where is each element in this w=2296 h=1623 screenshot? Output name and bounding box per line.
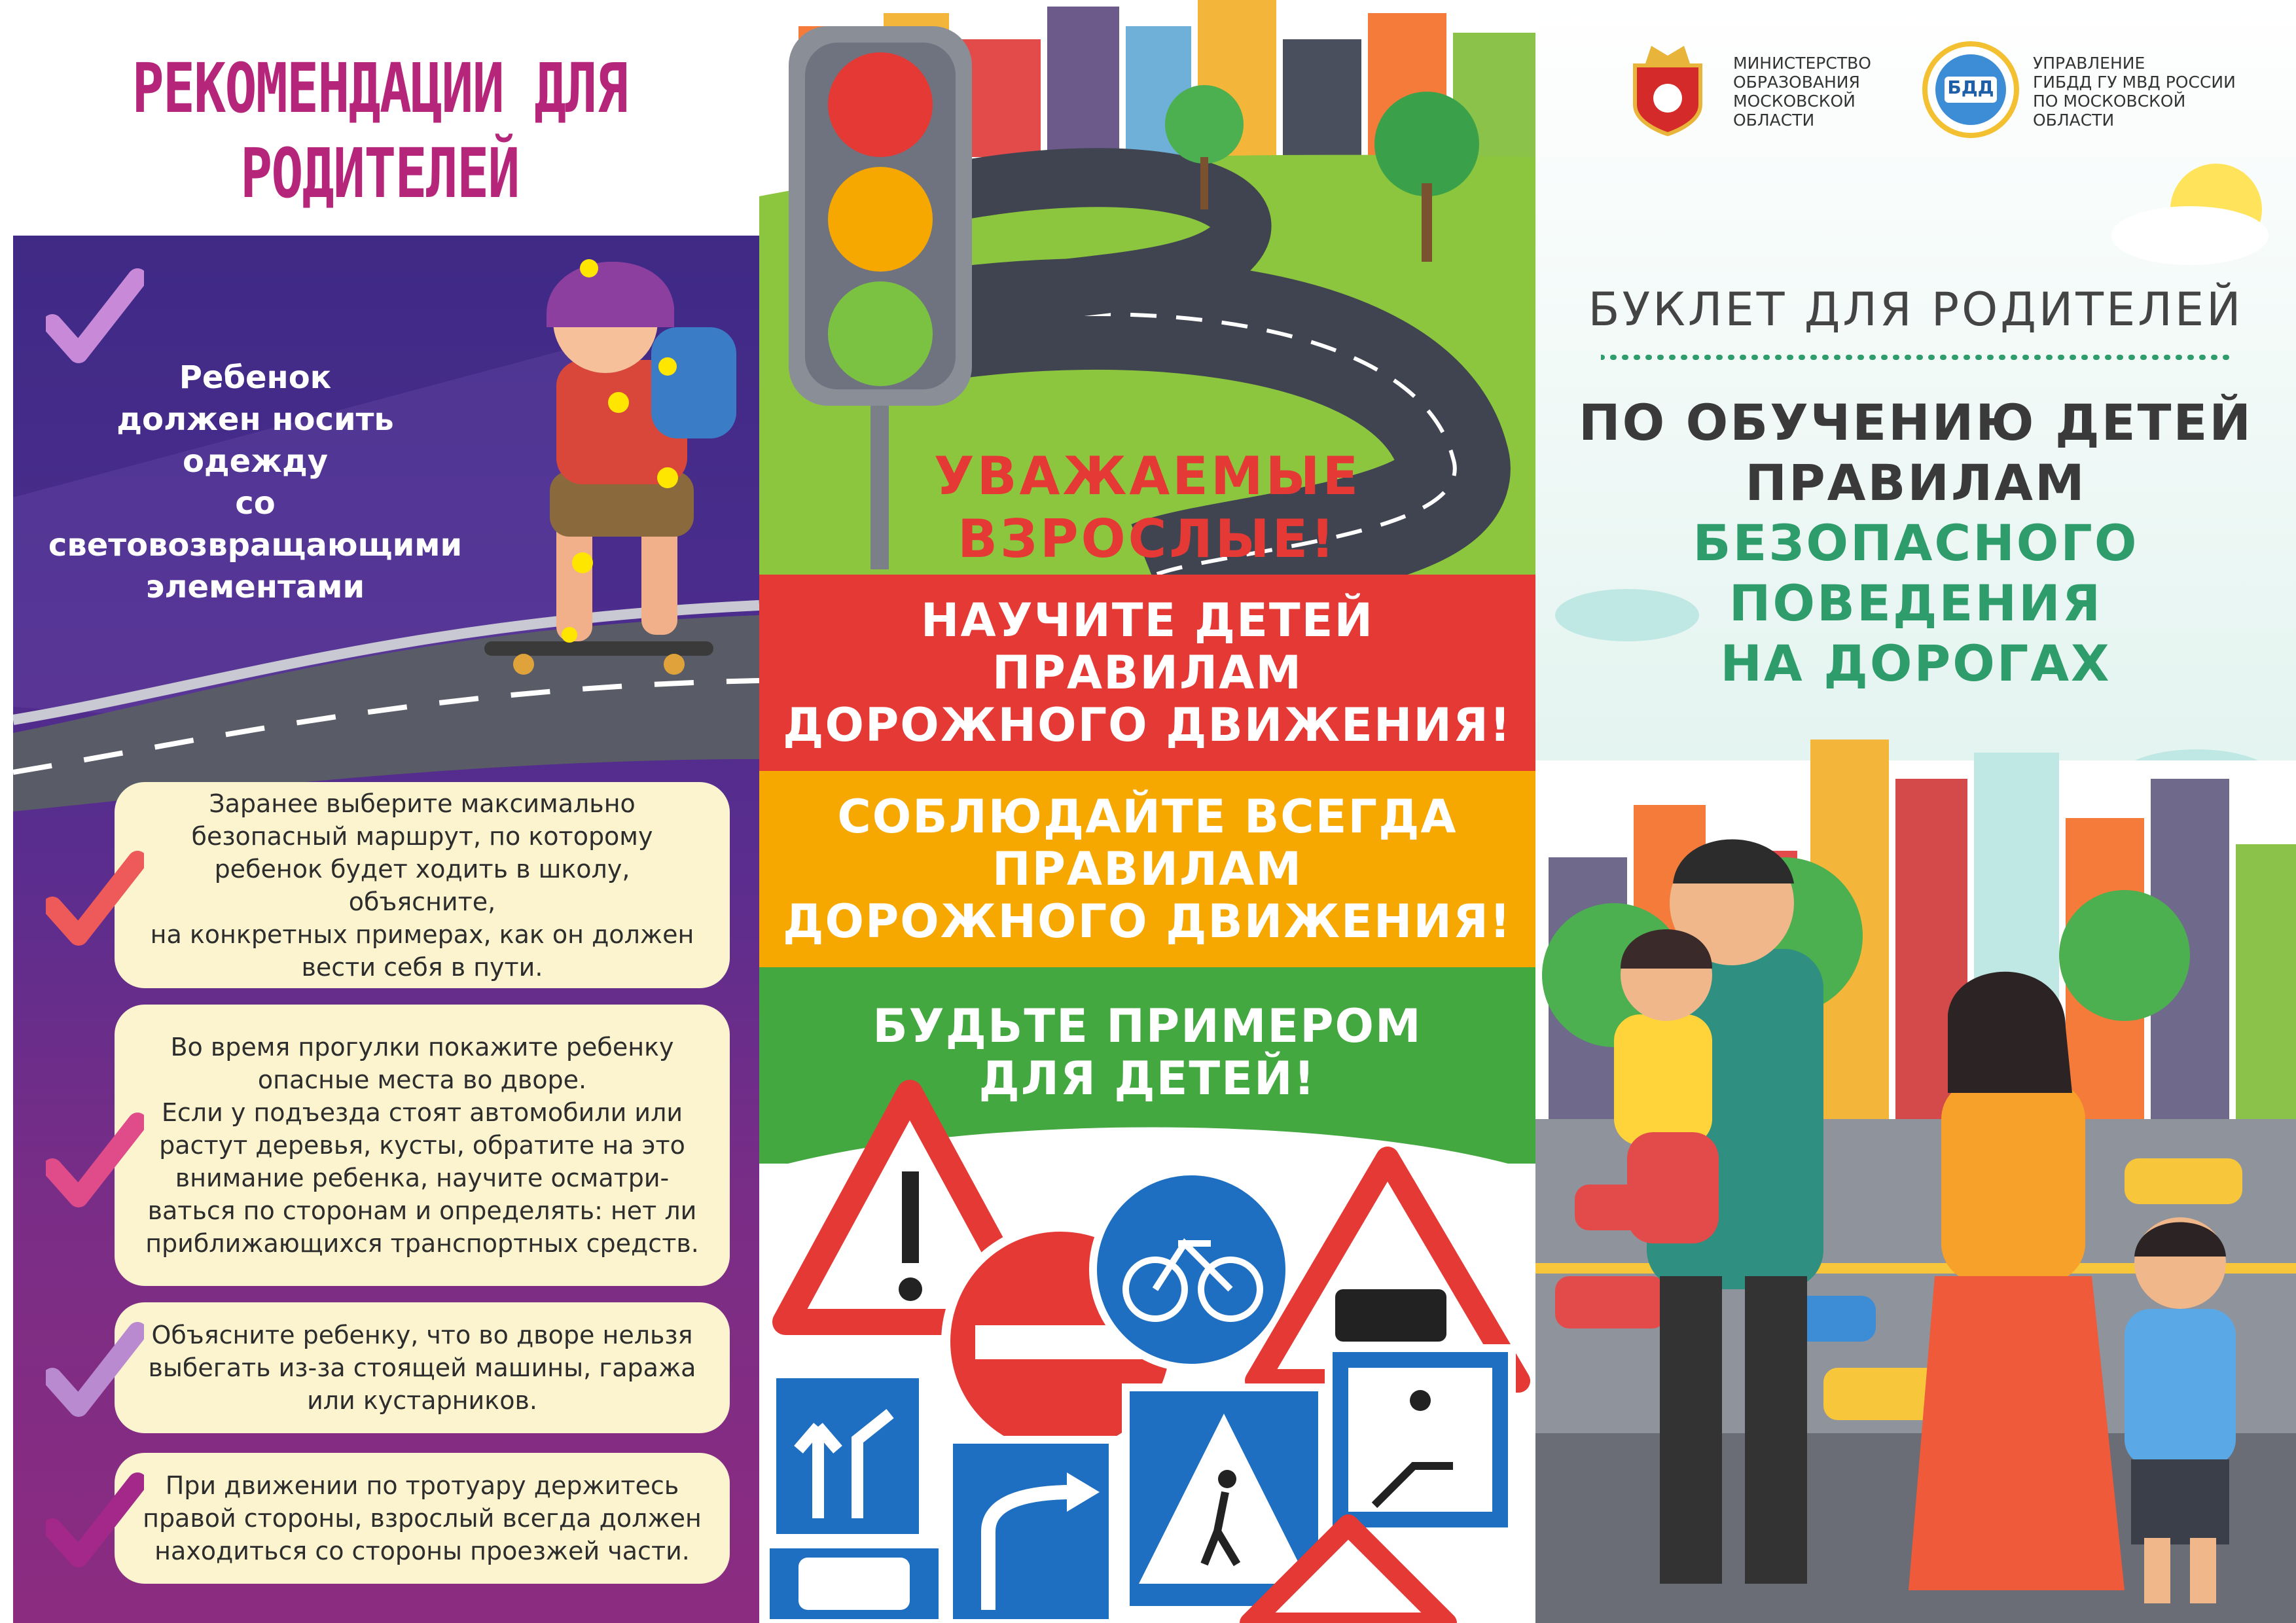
panel-adults	[759, 0, 1535, 1623]
panel-recommendations	[0, 0, 759, 1623]
check-icon	[46, 1322, 144, 1427]
moscow-region-emblem	[1628, 39, 1707, 137]
dotted-divider	[1601, 353, 2229, 361]
booklet-subtitle: БУКЛЕТ ДЛЯ РОДИТЕЛЕЙ	[1588, 283, 2244, 336]
car-icon	[1555, 1276, 1666, 1329]
recommendations-title: РЕКОМЕНДАЦИИ ДЛЯ РОДИТЕЛЕЙ	[132, 48, 628, 213]
band-be-example: БУДЬТЕ ПРИМЕРОМ ДЛЯ ДЕТЕЙ!	[759, 967, 1535, 1164]
band-follow-rules: СОБЛЮДАЙТЕ ВСЕГДА ПРАВИЛАМ ДОРОЖНОГО ДВИЖЕНИЯ!	[759, 771, 1535, 967]
direction-sign-icon	[772, 1374, 923, 1538]
panel-cover	[1535, 0, 2296, 1623]
road-signs-illustration	[759, 1073, 1535, 1623]
gibdd-name: УПРАВЛЕНИЕ ГИБДД ГУ МВД РОССИИ ПО МОСКОВСКОЙ ОБЛАСТИ	[2033, 54, 2236, 130]
mother	[1941, 1080, 2085, 1283]
band-teach-children: НАУЧИТЕ ДЕТЕЙ ПРАВИЛАМ ДОРОЖНОГО ДВИЖЕНИЯ!	[759, 575, 1535, 771]
family-illustration	[1535, 740, 2296, 1623]
ministry-name: МИНИСТЕРСТВО ОБРАЗОВАНИЯ МОСКОВСКОЙ ОБЛАСТИ	[1733, 54, 1871, 130]
tip-card: При движении по тротуару держитесь правой стороны, взрослый всегда должен находиться со стороны проезжей части.	[115, 1453, 730, 1584]
cloud-icon	[2111, 206, 2269, 265]
taxi-icon	[2125, 1158, 2242, 1204]
skateboard	[484, 641, 713, 656]
gibdd-logo-text: БДД	[1947, 77, 1994, 98]
check-icon	[46, 1472, 144, 1577]
backpack	[651, 327, 736, 438]
bicycle-sign-icon	[1093, 1171, 1289, 1368]
booklet-title: ПО ОБУЧЕНИЮ ДЕТЕЙ ПРАВИЛАМ БЕЗОПАСНОГО ПОВЕДЕНИЯ НА ДОРОГАХ	[1579, 393, 2253, 692]
reflective-clothing-note: Ребенок должен носить одежду со световозвращающими элементами	[48, 359, 463, 605]
tip-card: Во время прогулки покажите ребенку опасные места во дворе. Если у подъезда стоят автомобили или растут деревья, кусты, обратите на это внимание ребенка, научите осматри- ваться по сторонам и определять: нет ли приближающихся транспортных средств.	[115, 1005, 730, 1286]
check-icon	[46, 851, 144, 955]
tip-card: Объясните ребенку, что во дворе нельзя выбегать из-за стоящей машины, гаража или кустарников.	[115, 1302, 730, 1433]
greeting-heading: УВАЖАЕМЫЕ ВЗРОСЛЫЕ!	[933, 446, 1361, 569]
check-icon	[46, 1113, 144, 1217]
tip-card: Заранее выберите максимально безопасный маршрут, по которому ребенок будет ходить в школу, объясните, на конкретных примерах, как он должен вести себя в пути.	[115, 782, 730, 988]
boy	[2125, 1309, 2236, 1466]
turn-sign-icon	[949, 1440, 1113, 1623]
girl	[1614, 1014, 1712, 1145]
helmet	[547, 262, 674, 327]
